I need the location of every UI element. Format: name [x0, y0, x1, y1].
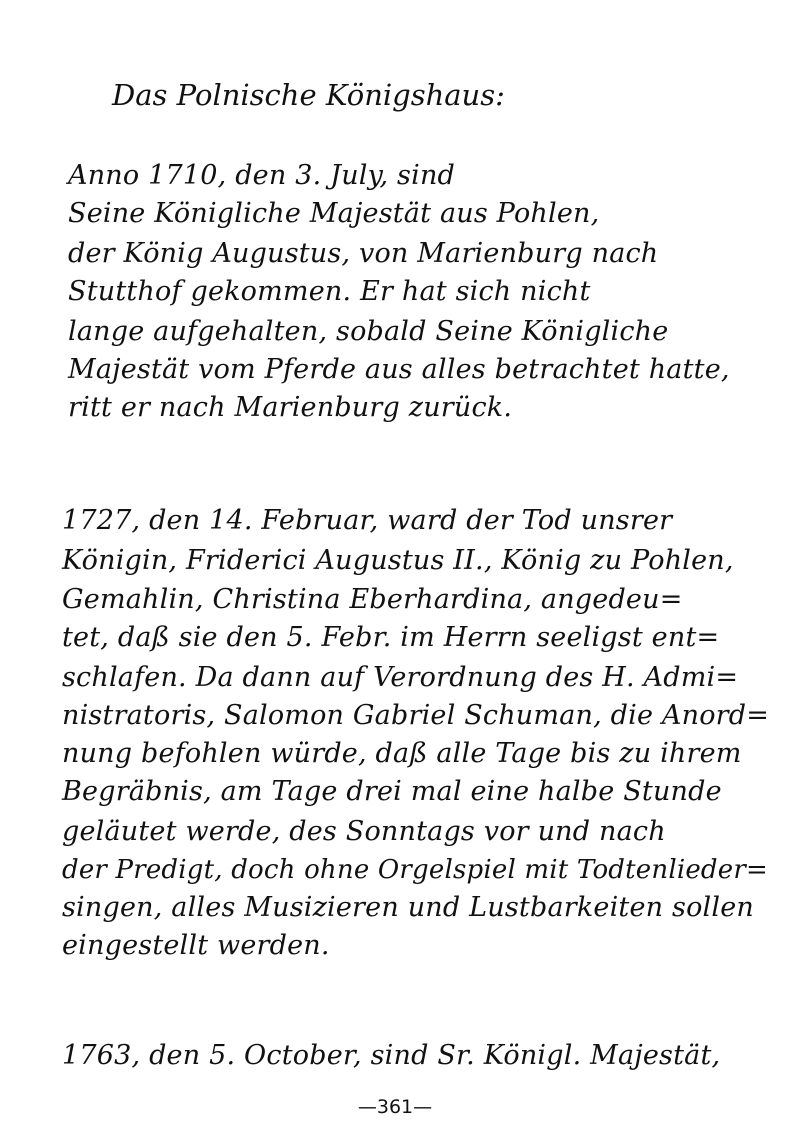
text-line: nung befohlen würde, daß alle Tage bis zu ihrem [62, 738, 742, 769]
text-line: nistratoris, Salomon Gabriel Schuman, die Anord= [62, 700, 770, 731]
page-number: —361— [357, 1096, 433, 1118]
text-line: Königin, Friderici Augustus II., König zu Pohlen, [62, 545, 734, 576]
text-line: Seine Königliche Majestät aus Pohlen, [68, 198, 600, 229]
text-line: der Predigt, doch ohne Orgelspiel mit Todtenlieder= [62, 855, 768, 885]
text-line: tet, daß sie den 5. Febr. im Herrn seeligst ent= [62, 622, 720, 653]
text-line: Begräbnis, am Tage drei mal eine halbe Stunde [62, 776, 722, 807]
page-title: Das Polnische Königshaus: [112, 78, 505, 112]
text-line: lange aufgehalten, sobald Seine Königliche [68, 316, 669, 347]
text-line: 1727, den 14. Februar, ward der Tod unsrer [62, 505, 673, 536]
text-line: schlafen. Da dann auf Verordnung des H. Admi= [62, 662, 739, 693]
text-line: Stutthof gekommen. Er hat sich nicht [68, 276, 591, 307]
text-line: 1763, den 5. October, sind Sr. Königl. Majestät, [62, 1040, 721, 1071]
text-line: Majestät vom Pferde aus alles betrachtet hatte, [68, 354, 730, 385]
text-line: singen, alles Musizieren und Lustbarkeiten sollen [62, 892, 754, 923]
text-line: ritt er nach Marienburg zurück. [68, 392, 513, 423]
text-line: Anno 1710, den 3. July, sind [68, 160, 456, 191]
text-line: geläutet werde, des Sonntags vor und nach [62, 816, 666, 847]
text-line: eingestellt werden. [62, 930, 330, 961]
text-line: der König Augustus, von Marienburg nach [68, 238, 659, 269]
text-line: Gemahlin, Christina Eberhardina, angedeu= [62, 584, 683, 615]
